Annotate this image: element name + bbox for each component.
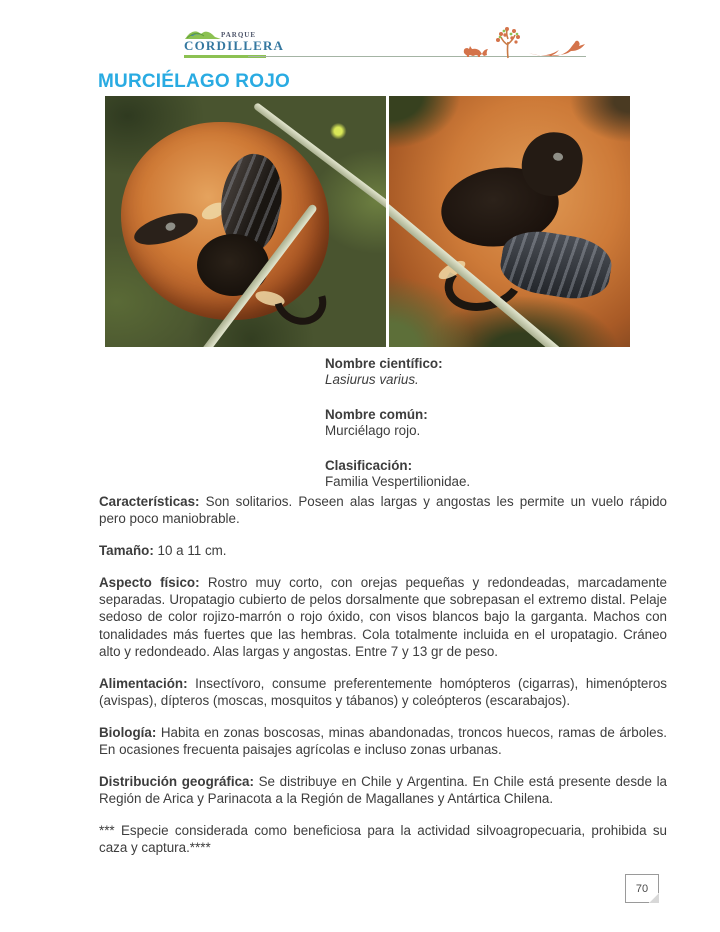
section-text: Habita en zonas boscosas, minas abandonadas, troncos huecos, ramas de árboles. En ocasiones frecuenta paisajes agrícolas e incluso zonas urbanas. bbox=[99, 724, 667, 758]
fox-icon bbox=[462, 41, 490, 58]
footnote bbox=[99, 822, 667, 856]
section-text: 10 a 11 cm. bbox=[157, 543, 227, 559]
page-header bbox=[0, 0, 720, 66]
taxonomy-block bbox=[325, 356, 665, 509]
section-label: Alimentación: bbox=[99, 675, 188, 691]
section-text: Insectívoro, consume preferentemente homópteros (cigarras), himenópteros (avispas), dípteros (moscas, mosquitos y tábanos) y coleópteros (escarabajos). bbox=[99, 675, 667, 708]
bat-photo-right bbox=[389, 96, 630, 347]
classification-label: Clasificación: bbox=[325, 458, 413, 473]
section-text: Son solitarios. Poseen alas largas y angostas les permite un vuelo rápido pero poco maniobrable. bbox=[99, 494, 667, 527]
common-name-group bbox=[325, 407, 665, 438]
logo-cordillera-text: CORDILLERA bbox=[184, 38, 285, 53]
ear-highlight bbox=[165, 222, 177, 233]
section-text: Se distribuye en Chile y Argentina. En Chile está presente desde la Región de Arica y Parinacota a la Región de Magallanes y Antártica Chilena. bbox=[99, 774, 667, 807]
bat-photo-left bbox=[105, 96, 386, 347]
section-caracteristicas bbox=[99, 493, 667, 527]
section-text: Rostro muy corto, con orejas pequeñas y redondeadas, marcadamente separadas. Uropatagio cubierto de pelos dorsalmente que sobrepasan el extremo distal. Pelaje sedoso de color rojizo-marrón o rojo óxido, con visos blancos bajo la garganta. Machos con tonalidades más fuertes que las hembras. Cola totalmente incluida en el uropatagio. Cráneo alto y redondeado. Alas largas y angostas. Entre 7 y 13 gr de peso. bbox=[99, 575, 668, 659]
scientific-name-group bbox=[325, 356, 665, 387]
section-label: Distribución geográfica: bbox=[99, 774, 254, 790]
body-text bbox=[99, 493, 667, 872]
classification-group bbox=[325, 458, 665, 489]
photo-strip bbox=[105, 96, 630, 347]
classification-value: Familia Vespertilionidae. bbox=[325, 473, 471, 489]
page-corner-fold-edge bbox=[649, 893, 659, 903]
tree-icon bbox=[492, 25, 524, 59]
page-title: MURCIÉLAGO ROJO bbox=[98, 71, 290, 92]
section-distribucion bbox=[99, 773, 667, 807]
section-label: Características: bbox=[99, 494, 200, 509]
section-label: Tamaño: bbox=[99, 543, 154, 559]
common-name-value: Murciélago rojo. bbox=[325, 422, 421, 438]
scientific-name-value: Lasiurus varius. bbox=[325, 371, 419, 387]
page-number-box bbox=[625, 874, 659, 903]
section-alimentacion bbox=[99, 675, 667, 709]
section-label: Aspecto físico: bbox=[99, 575, 200, 591]
section-label: Biología: bbox=[99, 724, 157, 740]
ear-highlight bbox=[552, 153, 563, 162]
section-biologia bbox=[99, 724, 667, 758]
section-tamano bbox=[99, 542, 667, 559]
footnote-text: *** Especie considerada como beneficiosa para la actividad silvoagropecuaria, prohibida su caza y captura.**** bbox=[99, 823, 667, 856]
bird-icon bbox=[527, 33, 587, 59]
common-name-label: Nombre común: bbox=[325, 407, 428, 422]
scientific-name-label: Nombre científico: bbox=[325, 356, 443, 371]
page-number: 70 bbox=[635, 882, 649, 895]
section-aspecto-fisico bbox=[99, 574, 667, 659]
logo-parque-text: PARQUE bbox=[221, 31, 257, 39]
